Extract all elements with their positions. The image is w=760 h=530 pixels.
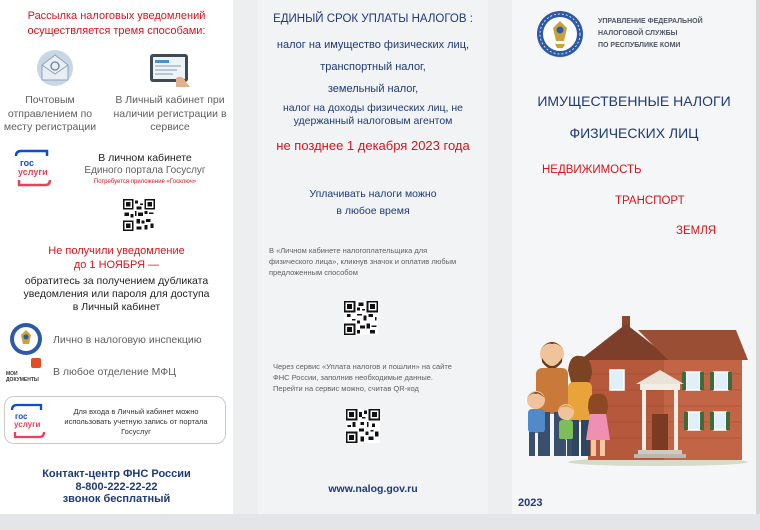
vertical-scrollbar[interactable] [756, 0, 760, 530]
gosuslugi-box-logo [10, 403, 46, 439]
mfc-label: В любое отделение МФЦ [53, 366, 176, 378]
right-panel [512, 0, 756, 514]
brochure-year: 2023 [518, 497, 543, 509]
item-land: ЗЕМЛЯ [676, 225, 717, 237]
duplicate-instructions [0, 275, 233, 314]
gosuslugi-title: В личном кабинете [98, 152, 192, 164]
item-real-estate: НЕДВИЖИМОСТЬ [542, 164, 642, 176]
tax-land: земельный налог, [327, 83, 419, 95]
cabinet-text-line2: физического лица», кликнув значок и оплатив любым [269, 257, 457, 266]
gosuslugi-box-line1: Для входа в Личный кабинет можно [73, 407, 199, 416]
not-received-warning [0, 244, 233, 272]
cabinet-qr-code[interactable] [344, 301, 378, 335]
envelope-icon [36, 49, 74, 87]
org-name [598, 16, 753, 52]
website-link[interactable]: www.nalog.gov.ru [328, 483, 418, 495]
mfc-logo-text: МОИ ДОКУМЕНТЫ [6, 371, 39, 383]
gosuslugi-subtitle: Единого портала Госуслуг [84, 165, 206, 176]
gosuslugi-box-text [49, 407, 223, 437]
not-received-line2: до 1 НОЯБРЯ — [73, 259, 160, 271]
family-house-illustration [518, 314, 750, 466]
post-method-label [0, 94, 100, 135]
gosuslugi-box-line3: Госуслуг [121, 427, 151, 436]
fns-emblem-icon [9, 322, 43, 356]
gosuslugi-qr-code[interactable] [123, 199, 155, 231]
cabinet-label-line3: сервисе [150, 121, 190, 133]
tax-income [258, 102, 488, 127]
footer-line1: Контакт-центр ФНС России [42, 468, 191, 480]
cabinet-label-line1: В Личный кабинет при [115, 94, 225, 106]
deadline-title: ЕДИНЫЙ СРОК УПЛАТЫ НАЛОГОВ : [273, 13, 473, 25]
fns-emblem-logo [536, 10, 584, 58]
cabinet-text-line3: предложенным способом [269, 268, 358, 277]
post-label-line3: месту регистрации [3, 121, 97, 133]
gosuslugi-box-logo-line1: гос [15, 412, 28, 421]
cabinet-text-line1: В «Личном кабинете налогоплательщика для [269, 246, 428, 255]
gosuslugi-note: Потребуется приложение «Госключ» [93, 179, 197, 185]
mfc-logo [6, 358, 44, 384]
mfc-logo-mark [31, 358, 41, 368]
not-received-line1: Не получили уведомление [48, 245, 185, 257]
brochure-title-line2: ФИЗИЧЕСКИХ ЛИЦ [569, 125, 699, 141]
contact-line2: уведомления или пароля для доступа [23, 288, 210, 300]
service-payment-text [273, 361, 485, 394]
service-text-line2: ФНС России, заполнив необходимые данные. [273, 373, 434, 382]
cabinet-label-line2: наличии регистрации в [113, 107, 227, 120]
inspection-label: Лично в налоговую инспекцию [53, 334, 202, 346]
service-text-line3: Перейти на сервис можно, считав QR-код [273, 384, 419, 393]
pay-anytime-line2: в любое время [336, 205, 410, 217]
mailing-heading-line1: Рассылка налоговых уведомлений [27, 10, 206, 22]
gosuslugi-logo-line2: услуги [18, 167, 48, 177]
cabinet-payment-text [269, 245, 485, 278]
pay-anytime-line1: Уплачивать налоги можно [309, 188, 437, 200]
contact-line1: обратитесь за получением дубликата [24, 275, 209, 287]
middle-panel [258, 0, 488, 514]
contact-center-footer [0, 468, 233, 506]
cabinet-method-label [110, 94, 230, 135]
contact-line3: в Личный кабинет [72, 301, 161, 313]
post-label-line2: отправлением по [7, 107, 93, 120]
service-qr-code[interactable] [346, 409, 380, 443]
gosuslugi-logo [13, 148, 53, 188]
bottom-strip [0, 514, 760, 530]
deadline-date: не позднее 1 декабря 2023 года [276, 138, 470, 153]
tablet-icon [146, 52, 192, 88]
org-line3: ПО РЕСПУБЛИКЕ КОМИ [598, 42, 681, 49]
pay-anytime [258, 186, 488, 220]
footer-line3: звонок бесплатный [62, 493, 171, 505]
tax-income-line2: удержанный налоговым агентом [293, 114, 453, 127]
mailing-heading-line2: осуществляется тремя способами: [27, 25, 206, 37]
brochure-title-line1: ИМУЩЕСТВЕННЫЕ НАЛОГИ [537, 93, 731, 109]
post-label-line1: Почтовым [25, 94, 75, 106]
mailing-heading [0, 9, 233, 39]
tax-income-line1: налог на доходы физических лиц, не [282, 102, 464, 114]
left-panel [0, 0, 233, 514]
gosuslugi-box-line2: использовать учетную запись от портала [64, 417, 208, 426]
org-line1: УПРАВЛЕНИЕ ФЕДЕРАЛЬНОЙ [598, 18, 703, 25]
tax-property: налог на имущество физических лиц, [276, 39, 470, 51]
gosuslugi-box-logo-line2: услуги [14, 420, 41, 429]
item-transport: ТРАНСПОРТ [615, 195, 685, 207]
contact-phone[interactable]: 8-800-222-22-22 [75, 480, 158, 493]
gosuslugi-logo-line1: гос [20, 158, 35, 168]
tax-transport: транспортный налог, [320, 61, 426, 73]
org-line2: НАЛОГОВОЙ СЛУЖБЫ [598, 30, 678, 37]
gosuslugi-account-box [4, 396, 226, 444]
service-text-line1: Через сервис «Уплата налогов и пошлин» на сайте [273, 362, 452, 371]
